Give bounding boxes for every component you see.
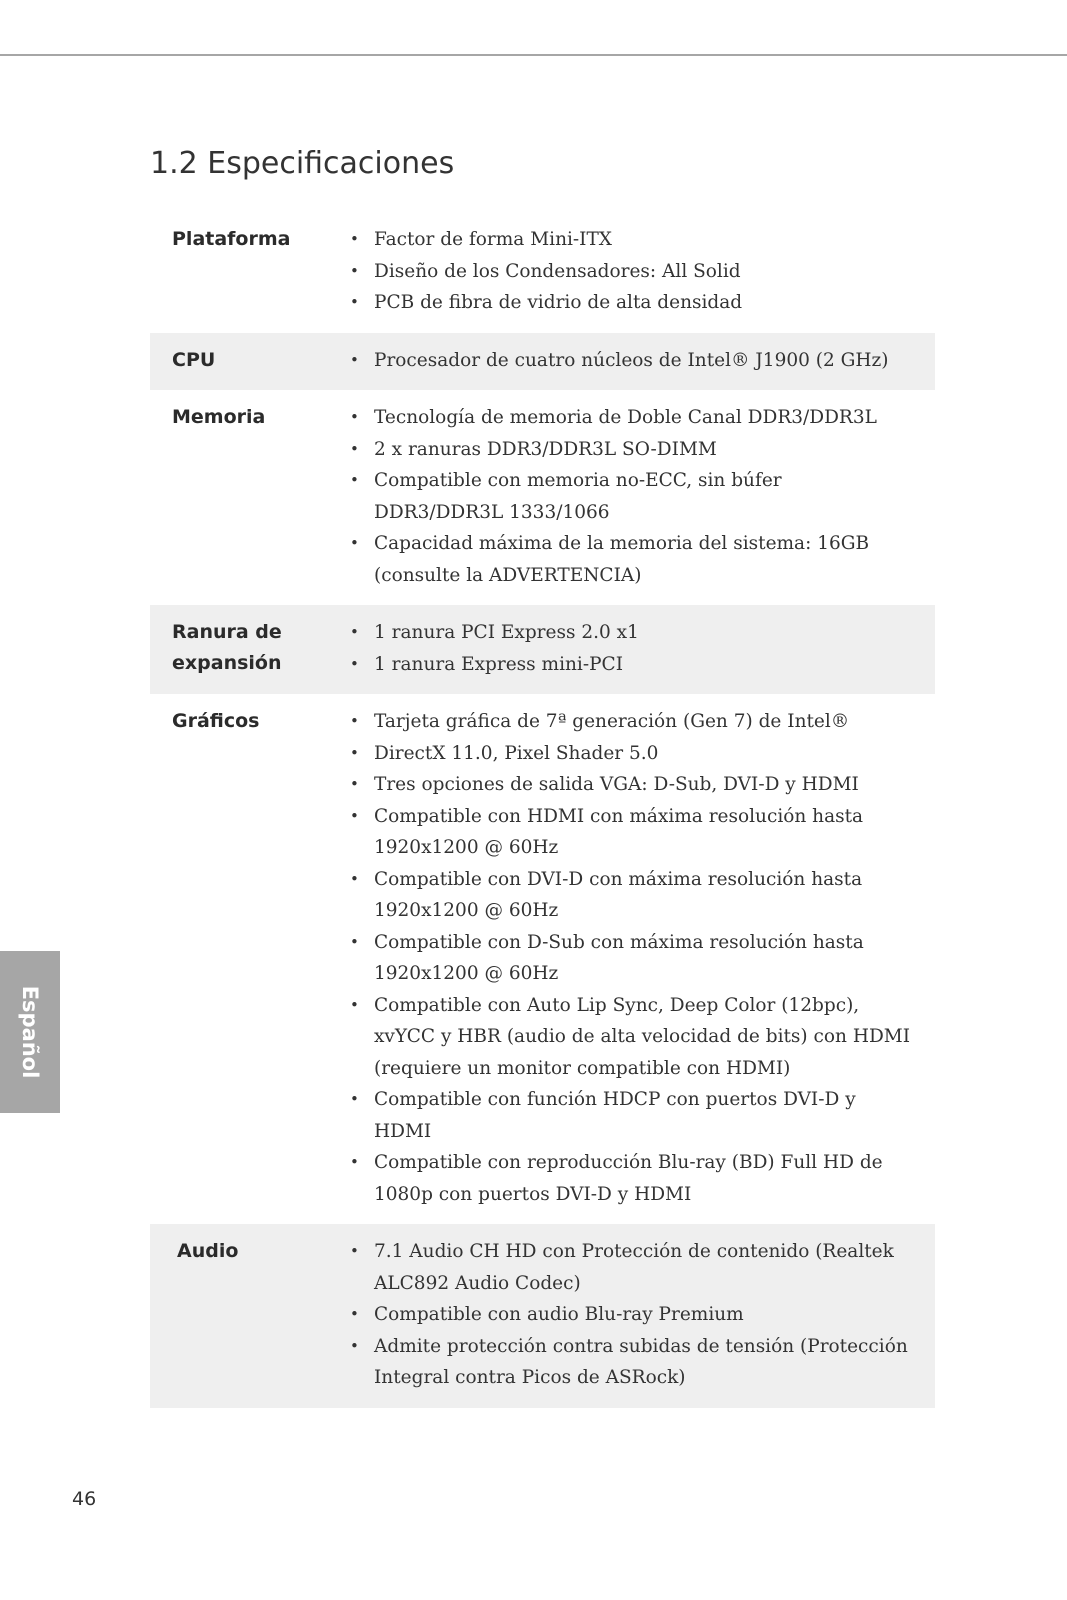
spec-row-ranura [150,605,935,694]
bullet-icon: • [350,775,359,793]
spec-row-graficos [150,694,935,1224]
bullet-icon: • [350,261,359,280]
spec-item-text: Tres opciones de salida VGA: D-Sub, DVI-D y HDMI [374,774,859,795]
spec-list [350,1236,935,1394]
bullet-icon: • [350,712,359,730]
spec-label: CPU [172,348,216,371]
spec-item-text: Compatible con HDMI con máxima resolución hasta 1920x1200 @ 60Hz [374,805,864,858]
spec-item-text: Tecnología de memoria de Doble Canal DDR3/DDR3L [374,407,877,428]
spec-label: Ranura de expansión [172,621,282,674]
spec-item [350,1299,915,1331]
spec-row-plataforma [150,212,935,333]
spec-row-audio [150,1224,935,1408]
spec-item-text: Compatible con Auto Lip Sync, Deep Color (12bpc), xvYCC y HBR (audio de alta velocidad de bits) con HDMI (requiere un monitor compatible con HDMI) [374,994,911,1079]
spec-item [350,706,915,738]
spec-item [350,434,915,466]
spec-item [350,345,915,377]
spec-item [350,769,915,801]
bullet-icon: • [350,623,359,641]
bullet-icon: • [350,471,359,489]
spec-item [350,528,915,591]
spec-list [350,617,935,680]
spec-item [350,649,915,681]
bullet-icon: • [350,350,359,369]
spec-item-text: Compatible con audio Blu-ray Premium [374,1304,744,1325]
spec-item-text: Compatible con memoria no-ECC, sin búfer DDR3/DDR3L 1333/1066 [374,470,782,523]
spec-list [350,345,935,377]
spec-item-text: Diseño de los Condensadores: All Solid [374,260,741,282]
spec-list [350,402,935,591]
spec-item [350,465,915,528]
bullet-icon: • [350,1336,359,1355]
spec-item [350,927,915,990]
spec-item [350,801,915,864]
bullet-icon: • [350,1242,359,1260]
bullet-icon: • [350,230,359,248]
bullet-icon: • [350,534,359,552]
bullet-icon: • [350,995,359,1014]
spec-item-text: 1 ranura PCI Express 2.0 x1 [374,622,639,643]
spec-item [350,1147,915,1210]
spec-list [350,224,935,319]
bullet-icon: • [350,932,359,951]
spec-item-text: Procesador de cuatro núcleos de Intel® J1900 (2 GHz) [374,349,889,371]
section-title: 1.2 Especificaciones [150,146,455,181]
language-tab-label: Español [18,985,42,1079]
spec-item-text: Compatible con D-Sub con máxima resolución hasta 1920x1200 @ 60Hz [374,931,864,984]
spec-item-text: 1 ranura Express mini-PCI [374,653,624,675]
spec-item [350,1084,915,1147]
spec-item [350,738,915,770]
bullet-icon: • [350,806,359,825]
spec-item [350,1236,915,1299]
bullet-icon: • [350,1090,359,1108]
bullet-icon: • [350,1153,359,1171]
spec-item-text: Admite protección contra subidas de tensión (Protección Integral contra Picos de ASRock) [374,1335,908,1388]
spec-row-cpu [150,333,935,391]
spec-item [350,256,915,288]
spec-label: Plataforma [172,228,291,250]
spec-item [350,287,915,319]
spec-item-text: Compatible con DVI-D con máxima resolución hasta 1920x1200 @ 60Hz [374,868,863,921]
spec-item [350,402,915,434]
spec-item [350,224,915,256]
spec-list [350,706,935,1210]
spec-label: Audio [177,1240,239,1262]
bullet-icon: • [350,408,359,426]
bullet-icon: • [350,293,359,311]
spec-row-memoria [150,390,935,605]
spec-item-text: 2 x ranuras DDR3/DDR3L SO-DIMM [374,438,717,460]
spec-item-text: Factor de forma Mini-ITX [374,229,612,250]
page-number: 46 [72,1488,97,1510]
spec-item [350,990,915,1085]
spec-item-text: Compatible con función HDCP con puertos DVI-D y HDMI [374,1089,856,1142]
bullet-icon: • [350,654,359,673]
spec-label: Memoria [172,406,266,428]
bullet-icon: • [350,439,359,458]
header-rule [0,54,1067,56]
spec-item [350,864,915,927]
spec-item-text: 7.1 Audio CH HD con Protección de contenido (Realtek ALC892 Audio Codec) [374,1241,894,1294]
bullet-icon: • [350,1305,359,1323]
spec-item-text: PCB de fibra de vidrio de alta densidad [374,292,743,313]
spec-item [350,1331,915,1394]
spec-item-text: Tarjeta gráfica de 7ª generación (Gen 7) de Intel® [374,711,850,732]
spec-item-text: Compatible con reproducción Blu-ray (BD) Full HD de 1080p con puertos DVI-D y HDMI [374,1152,883,1205]
spec-item-text: DirectX 11.0, Pixel Shader 5.0 [374,742,659,764]
spec-item [350,617,915,649]
spec-label: Gráficos [172,710,260,732]
language-tab [0,951,60,1113]
bullet-icon: • [350,743,359,762]
spec-item-text: Capacidad máxima de la memoria del sistema: 16GB (consulte la ADVERTENCIA) [374,533,870,586]
spec-table [150,212,935,1408]
bullet-icon: • [350,869,359,888]
